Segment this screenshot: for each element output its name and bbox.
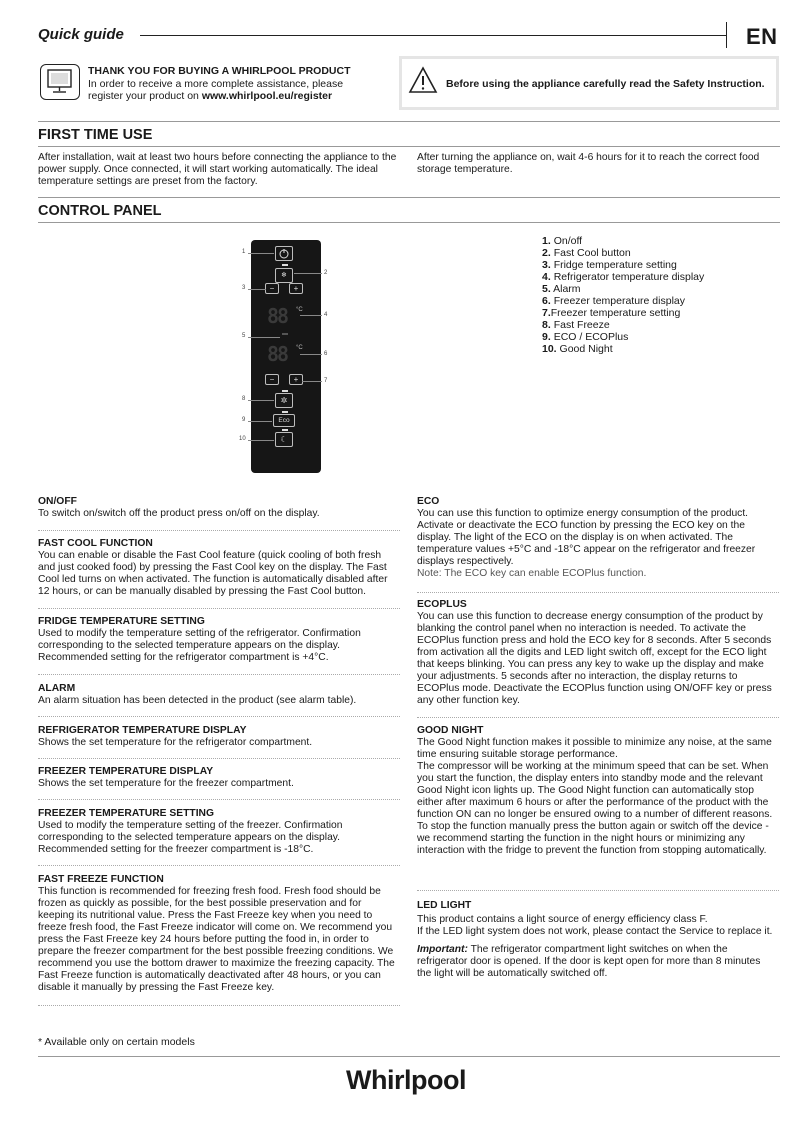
led-light-section bbox=[417, 900, 777, 980]
section-title: REFRIGERATOR TEMPERATURE DISPLAY bbox=[38, 725, 247, 736]
section-body: To switch on/switch off the product press on/off on the display. bbox=[38, 508, 320, 519]
dotted-divider bbox=[38, 530, 400, 531]
callout-4: 4 bbox=[324, 312, 328, 318]
good-night-button[interactable]: ☾ bbox=[275, 432, 293, 447]
freezer-temp-setting-section bbox=[38, 808, 398, 856]
callout-line bbox=[300, 354, 322, 355]
section-title: FREEZER TEMPERATURE DISPLAY bbox=[38, 766, 214, 777]
callout-2: 2 bbox=[324, 270, 328, 276]
dotted-divider bbox=[38, 758, 400, 759]
section-title: FRIDGE TEMPERATURE SETTING bbox=[38, 616, 205, 627]
fridge-unit-label: °C bbox=[296, 307, 303, 313]
ecoplus-section bbox=[417, 599, 777, 707]
first-time-use-heading: FIRST TIME USE bbox=[38, 127, 153, 143]
good-night-led bbox=[282, 429, 288, 431]
freezer-minus-button[interactable]: − bbox=[265, 374, 279, 385]
callout-line bbox=[248, 289, 266, 290]
good-night-section bbox=[417, 725, 777, 857]
section-body: The Good Night function makes it possible to minimize any noise, at the same time ensuring suitable storage performance. bbox=[417, 737, 772, 760]
dotted-divider bbox=[417, 717, 779, 718]
section-body: You can use this function to optimize energy consumption of the product. Activate or deactivate the ECO function by pressing the ECO key on the display. The light of the ECO on the display is on when activated. The temperature values +5°C and -18°C appear on the refrigerator and freezer displays respectively. bbox=[417, 508, 756, 567]
important-note bbox=[417, 944, 777, 980]
dotted-divider bbox=[38, 608, 400, 609]
legend-item: 3. Fridge temperature setting bbox=[542, 259, 677, 271]
fridge-temp-setting-section bbox=[38, 616, 398, 664]
section-title: ALARM bbox=[38, 683, 76, 694]
first-time-use-left: After installation, wait at least two hours before connecting the appliance to the power supply. Once connected, it will start working automatically. The ideal temperature settings are preset from the factory. bbox=[38, 152, 397, 187]
callout-1: 1 bbox=[242, 249, 246, 255]
fast-freeze-button[interactable]: ✲ bbox=[275, 393, 293, 408]
section-body: You can use this function to decrease energy consumption of the product by blanking the control panel when no interaction is needed. To activate the ECOPlus function press and hold the ECO key for 8 seconds. After 5 seconds from activation all the digits and LED light switch off, except for the ECO light that keeps blinking. You can press any key to wake up the display and make your adjustments. 5 seconds after no interaction, the display returns to ECOPlus mode. Deactivate the ECOPlus function using ON/OFF key or press any other function key. bbox=[417, 611, 772, 706]
dotted-divider bbox=[38, 1005, 400, 1006]
dotted-divider bbox=[417, 890, 779, 891]
section-title: ECO bbox=[417, 496, 440, 507]
fridge-plus-button[interactable]: + bbox=[289, 283, 303, 294]
section-title: FREEZER TEMPERATURE SETTING bbox=[38, 808, 215, 819]
important-label: Important: bbox=[417, 944, 468, 955]
callout-5: 5 bbox=[242, 333, 246, 339]
fast-cool-led bbox=[282, 264, 288, 266]
section-body: You can enable or disable the Fast Cool feature (quick cooling of both fresh and just cooked food) by pressing the Fast Cool key on the display. The Fast Cool led turns on when activated. The function is automatically disabled after 12 hours, or can be manually disabled by pressing the Fast Cool button. bbox=[38, 550, 388, 597]
legend-item: 10. Good Night bbox=[542, 343, 613, 355]
warning-icon bbox=[408, 66, 438, 99]
dotted-divider bbox=[38, 716, 400, 717]
section-body: Used to modify the temperature setting of the freezer. Confirmation corresponding to the selected temperature appears on the display. Recommended setting for the freezer compartment is -18°C. bbox=[38, 820, 343, 855]
control-panel-legend bbox=[542, 235, 704, 355]
fast-freeze-section bbox=[38, 874, 398, 994]
header-rule-end bbox=[726, 22, 727, 48]
register-line-prefix: register your product on bbox=[88, 90, 202, 102]
callout-9: 9 bbox=[242, 417, 246, 423]
callout-line bbox=[294, 273, 322, 274]
footer-rule bbox=[38, 1056, 780, 1057]
callout-line bbox=[248, 253, 274, 254]
callout-line bbox=[248, 440, 274, 441]
section-body: If the LED light system does not work, please contact the Service to replace it. bbox=[417, 926, 773, 937]
freezer-temp-display-section bbox=[38, 766, 398, 790]
legend-item: 2. Fast Cool button bbox=[542, 247, 631, 259]
section-divider bbox=[38, 146, 780, 147]
callout-line bbox=[302, 381, 322, 382]
control-panel-illustration bbox=[251, 240, 321, 473]
section-body: Used to modify the temperature setting of the refrigerator. Confirmation corresponding to the selected temperature appears on the display. Recommended setting for the refrigerator compartment is +4°C. bbox=[38, 628, 361, 663]
legend-item: 5. Alarm bbox=[542, 283, 581, 295]
section-title: GOOD NIGHT bbox=[417, 725, 484, 736]
legend-item: 8. Fast Freeze bbox=[542, 319, 610, 331]
freezer-unit-label: °C bbox=[296, 345, 303, 351]
section-body: The compressor will be working at the minimum speed that can be set. When you start the function, the display enters into standby mode and the relevant Good Night icon lights up. The Good Night function can automatically stop either after maximum 6 hours or after the performance of the product with the function ON can no longer be ensured owing to a number of different reasons. bbox=[417, 761, 773, 820]
section-title: FAST COOL FUNCTION bbox=[38, 538, 153, 549]
fridge-temp-display: 88 bbox=[267, 304, 288, 328]
eco-button[interactable]: Eco bbox=[273, 414, 295, 427]
callout-line bbox=[248, 400, 274, 401]
callout-7: 7 bbox=[324, 378, 328, 384]
fridge-temp-display-section bbox=[38, 725, 398, 749]
legend-item: 1. On/off bbox=[542, 235, 583, 247]
dotted-divider bbox=[38, 674, 400, 675]
first-time-use-right: After turning the appliance on, wait 4-6 hours for it to reach the correct food storage temperature. bbox=[417, 152, 760, 175]
dotted-divider bbox=[38, 865, 400, 866]
section-body: Shows the set temperature for the freezer compartment. bbox=[38, 778, 294, 789]
callout-8: 8 bbox=[242, 396, 246, 402]
on-off-section bbox=[38, 496, 398, 520]
section-body: This product contains a light source of energy efficiency class F. bbox=[417, 914, 708, 925]
safety-notice-text: Before using the appliance carefully read the Safety Instruction. bbox=[446, 78, 765, 90]
legend-item: 4. Refrigerator temperature display bbox=[542, 271, 705, 283]
eco-led bbox=[282, 411, 288, 413]
dotted-divider bbox=[38, 799, 400, 800]
footnote: * Available only on certain models bbox=[38, 1036, 195, 1048]
callout-3: 3 bbox=[242, 285, 246, 291]
monitor-icon bbox=[40, 64, 80, 100]
freezer-temp-display: 88 bbox=[267, 342, 288, 366]
freezer-plus-button[interactable]: + bbox=[289, 374, 303, 385]
fridge-minus-button[interactable]: − bbox=[265, 283, 279, 294]
register-text bbox=[88, 65, 388, 103]
section-divider bbox=[38, 222, 780, 223]
section-body: This function is recommended for freezing fresh food. Fresh food should be frozen as quickly as possible, for the best possible preservation and for keeping its nutritional value. Press the Fast Freeze key when you need to freeze fresh food, the Fast Freeze indicator will come on. We recommend you press the Fast Freeze key 24 hours before putting the food in, in order to prepare the freezer compartment for the best possible freezing conditions. We recommend you use the bottom drawer to maximize the freezing capacity. The Fast Freeze function is automatically deactivated after 48 hours, or you can disable it manually by pressing the Fast Freeze key. bbox=[38, 886, 395, 993]
safety-notice-box bbox=[399, 56, 779, 110]
legend-item: 9. ECO / ECOPlus bbox=[542, 331, 629, 343]
legend-item: 6. Freezer temperature display bbox=[542, 295, 685, 307]
alarm-led bbox=[282, 333, 288, 335]
language-code: EN bbox=[746, 24, 778, 49]
callout-line bbox=[300, 315, 322, 316]
section-note: Note: The ECO key can enable ECOPlus function. bbox=[417, 568, 647, 579]
section-title: ECOPLUS bbox=[417, 599, 467, 610]
register-heading: THANK YOU FOR BUYING A WHIRLPOOL PRODUCT bbox=[88, 65, 351, 77]
section-divider bbox=[38, 121, 780, 122]
eco-section bbox=[417, 496, 777, 580]
section-body: Shows the set temperature for the refrigerator compartment. bbox=[38, 737, 313, 748]
section-title: FAST FREEZE FUNCTION bbox=[38, 874, 164, 885]
dotted-divider bbox=[417, 592, 779, 593]
important-text: The refrigerator compartment light switches on when the refrigerator door is opened. If the door is kept open for more than 8 minutes the light will be automatically switched off. bbox=[417, 944, 761, 979]
fast-freeze-led bbox=[282, 390, 288, 392]
register-url-link[interactable]: www.whirlpool.eu/register bbox=[201, 90, 333, 102]
section-body: An alarm situation has been detected in the product (see alarm table). bbox=[38, 695, 357, 706]
section-title: LED LIGHT bbox=[417, 900, 472, 911]
callout-line bbox=[248, 421, 272, 422]
header-rule bbox=[140, 35, 726, 36]
whirlpool-logo: Whirlpool bbox=[346, 1065, 466, 1095]
legend-item: 7.Freezer temperature setting bbox=[542, 307, 681, 319]
callout-line bbox=[248, 337, 280, 338]
section-title: ON/OFF bbox=[38, 496, 77, 507]
section-divider bbox=[38, 197, 780, 198]
callout-10: 10 bbox=[239, 436, 246, 442]
callout-6: 6 bbox=[324, 351, 328, 357]
register-line: In order to receive a more complete assistance, please bbox=[88, 77, 344, 90]
section-body: To stop the function manually press the button again or switch off the device - we recommend starting the function in the night hours or minimizing any interaction with the fridge to prevent the function from stopping automatically. bbox=[417, 821, 769, 856]
alarm-section bbox=[38, 683, 398, 707]
control-panel-heading: CONTROL PANEL bbox=[38, 203, 162, 219]
power-button[interactable] bbox=[275, 246, 293, 261]
fast-cool-section bbox=[38, 538, 398, 598]
fast-cool-button[interactable]: ❄ bbox=[275, 268, 293, 283]
quick-guide-title: Quick guide bbox=[38, 26, 124, 43]
